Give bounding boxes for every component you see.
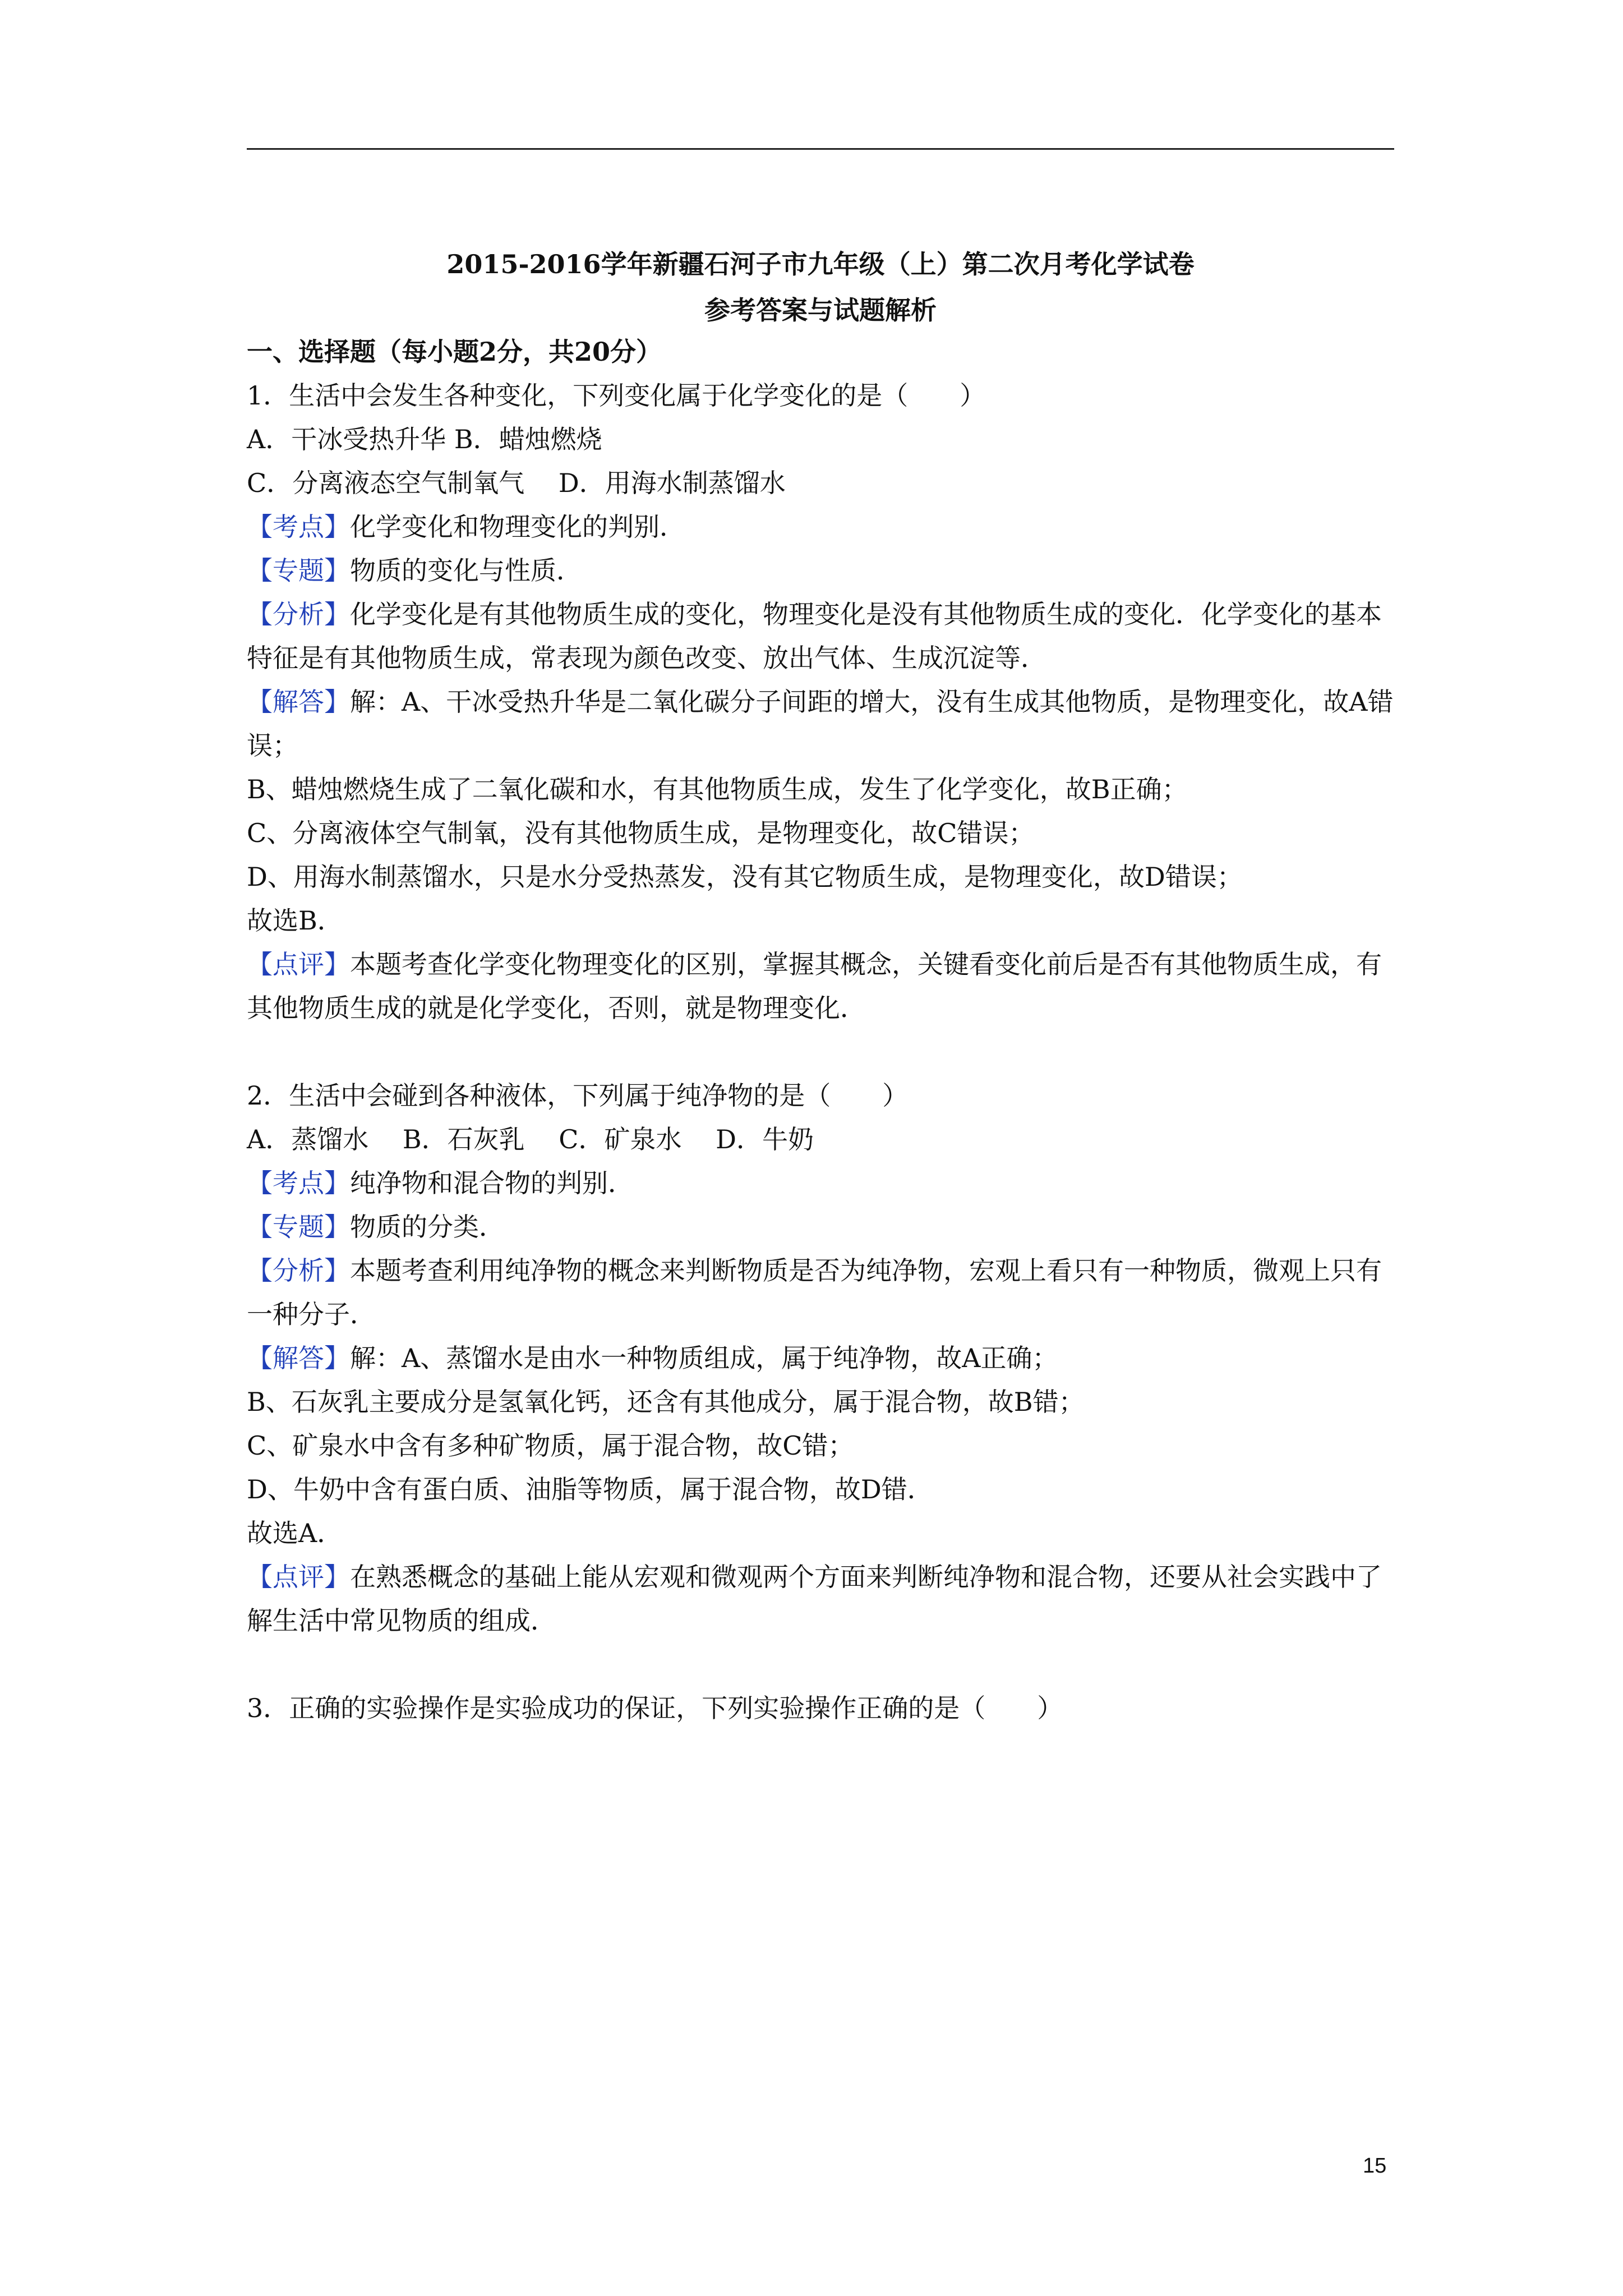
q1-jieda <box>247 680 1394 767</box>
q1-dianping <box>247 942 1394 1030</box>
jieda-tag: 【解答】 <box>247 687 350 717</box>
q1-fenxi-text: 化学变化是有其他物质生成的变化，物理变化是没有其他物质生成的变化．化学变化的基本特征是有其他物质生成，常表现为颜色改变、放出气体、生成沉淀等． <box>247 599 1382 673</box>
q1-fenxi <box>247 592 1394 680</box>
q1-jieda-text: 解：A、干冰受热升华是二氧化碳分子间距的增大，没有生成其他物质，是物理变化，故A错误； <box>247 687 1394 761</box>
zhuanti-tag: 【专题】 <box>247 555 350 586</box>
document-subtitle: 参考答案与试题解析 <box>704 295 937 325</box>
kaodian-tag: 【考点】 <box>247 1168 350 1198</box>
q1-analysis-c: C、分离液体空气制氧，没有其他物质生成，是物理变化，故C错误； <box>247 818 1035 848</box>
q1-kaodian-text: 化学变化和物理变化的判别． <box>350 512 685 542</box>
q2-jieda <box>247 1336 1394 1380</box>
q1-stem: 1．生活中会发生各种变化，下列变化属于化学变化的是（ ） <box>247 380 986 411</box>
q2-kaodian <box>247 1161 1394 1205</box>
section-title: 一、选择题（每小题2分，共20分） <box>247 337 662 367</box>
question-2 <box>247 1074 1394 1642</box>
fenxi-tag: 【分析】 <box>247 599 350 629</box>
q2-analysis-b: B、石灰乳主要成分是氢氧化钙，还含有其他成分，属于混合物，故B错； <box>247 1387 1085 1417</box>
q2-dianping <box>247 1555 1394 1642</box>
q2-analysis-d: D、牛奶中含有蛋白质、油脂等物质，属于混合物，故D错． <box>247 1474 933 1504</box>
q1-conclusion: 故选B． <box>247 905 343 936</box>
page-number: 15 <box>1363 2154 1387 2178</box>
q2-analysis-c: C、矿泉水中含有多种矿物质，属于混合物，故C错； <box>247 1430 854 1461</box>
q1-kaodian <box>247 505 1394 549</box>
q2-dianping-text: 在熟悉概念的基础上能从宏观和微观两个方面来判断纯净物和混合物，还要从社会实践中了解生活中常见物质的组成． <box>247 1562 1382 1636</box>
q1-options-row-2: C．分离液态空气制氧气 D．用海水制蒸馏水 <box>247 468 786 498</box>
spacer <box>247 1642 1394 1686</box>
header-rule <box>247 148 1394 150</box>
title-block <box>247 241 1394 333</box>
q2-jieda-text: 解：A、蒸馏水是由水一种物质组成，属于纯净物，故A正确； <box>350 1343 1058 1373</box>
q2-fenxi-text: 本题考查利用纯净物的概念来判断物质是否为纯净物，宏观上看只有一种物质，微观上只有一种分子． <box>247 1255 1382 1329</box>
q1-analysis-d: D、用海水制蒸馏水，只是水分受热蒸发，没有其它物质生成，是物理变化，故D错误； <box>247 862 1243 892</box>
question-3 <box>247 1686 1394 1730</box>
spacer <box>247 1030 1394 1074</box>
q2-kaodian-text: 纯净物和混合物的判别． <box>350 1168 634 1198</box>
q1-zhuanti-text: 物质的变化与性质． <box>350 555 582 586</box>
jieda-tag: 【解答】 <box>247 1343 350 1373</box>
q1-analysis-b: B、蜡烛燃烧生成了二氧化碳和水，有其他物质生成，发生了化学变化，故B正确； <box>247 774 1188 804</box>
q1-dianping-text: 本题考查化学变化物理变化的区别，掌握其概念，关键看变化前后是否有其他物质生成，有其他物质生成的就是化学变化，否则，就是物理变化． <box>247 949 1382 1023</box>
document-body <box>247 330 1394 1730</box>
q2-fenxi <box>247 1249 1394 1336</box>
q1-zhuanti <box>247 549 1394 592</box>
q2-zhuanti <box>247 1205 1394 1249</box>
q2-conclusion: 故选A． <box>247 1518 343 1548</box>
dianping-tag: 【点评】 <box>247 949 350 979</box>
q2-stem: 2．生活中会碰到各种液体，下列属于纯净物的是（ ） <box>247 1080 909 1111</box>
document-title: 2015-2016学年新疆石河子市九年级（上）第二次月考化学试卷 <box>446 249 1195 279</box>
q1-options-row-1: A．干冰受热升华 B．蜡烛燃烧 <box>247 424 602 454</box>
fenxi-tag: 【分析】 <box>247 1255 350 1286</box>
q2-zhuanti-text: 物质的分类． <box>350 1212 505 1242</box>
question-1 <box>247 374 1394 1030</box>
dianping-tag: 【点评】 <box>247 1562 350 1592</box>
q2-options: A．蒸馏水 B．石灰乳 C．矿泉水 D．牛奶 <box>247 1124 814 1154</box>
zhuanti-tag: 【专题】 <box>247 1212 350 1242</box>
kaodian-tag: 【考点】 <box>247 512 350 542</box>
q3-stem: 3．正确的实验操作是实验成功的保证，下列实验操作正确的是（ ） <box>247 1693 1063 1723</box>
